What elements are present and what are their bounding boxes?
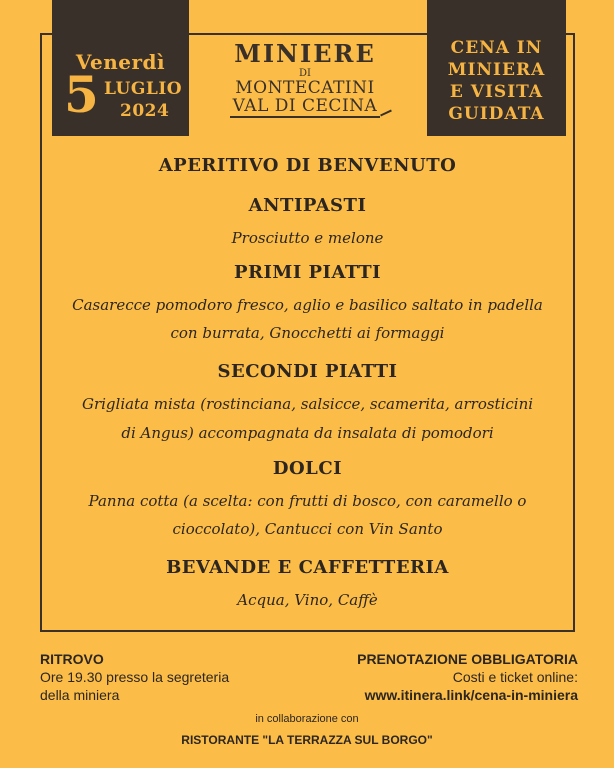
primi-items-line1: Casarecce pomodoro fresco, aglio e basilico saltato in padella	[72, 296, 543, 314]
logo-line2: DI	[299, 68, 311, 79]
secondi-items-line2: di Angus) accompagnata da insalata di pomodori	[121, 424, 494, 442]
event-box	[427, 0, 566, 136]
logo-line4: VAL DI CECINA	[232, 96, 378, 116]
year: 2024	[120, 101, 170, 121]
day-name: Venerdì	[75, 50, 166, 74]
secondi-heading: SECONDI PIATTI	[217, 361, 398, 382]
secondi-items-line1: Grigliata mista (rostinciana, salsicce, scamerita, arrosticini	[81, 395, 534, 413]
logo-line1: MINIERE	[234, 39, 376, 68]
bevande-items: Acqua, Vino, Caffè	[237, 591, 378, 609]
restaurant-name: RISTORANTE "LA TERRAZZA SUL BORGO"	[181, 733, 433, 747]
primi-heading: PRIMI PIATTI	[233, 262, 382, 283]
booking-link[interactable]: www.itinera.link/cena-in-miniera	[364, 687, 578, 703]
logo-underline	[230, 116, 380, 118]
event-line4: GUIDATA	[448, 104, 545, 124]
prenotazione-title: PRENOTAZIONE OBBLIGATORIA	[357, 651, 578, 667]
miniere-logo	[220, 40, 390, 118]
bevande-heading: BEVANDE E CAFFETTERIA	[166, 557, 449, 578]
month: LUGLIO	[104, 79, 183, 99]
date-box	[52, 0, 189, 136]
dolci-items-line1: Panna cotta (a scelta: con frutti di bosco, con caramello o	[88, 492, 527, 510]
dolci-heading: DOLCI	[272, 458, 343, 479]
ritrovo-line2: della miniera	[40, 687, 120, 703]
ritrovo-title: RITROVO	[40, 651, 104, 667]
day-number: 5	[64, 65, 99, 124]
event-line3: E VISITA	[449, 82, 544, 102]
ritrovo-block	[40, 650, 229, 704]
antipasti-items: Prosciutto e melone	[231, 229, 384, 247]
event-line2: MINIERA	[447, 60, 546, 80]
prenotazione-block	[357, 650, 578, 704]
primi-items-line2: con burrata, Gnocchetti ai formaggi	[170, 324, 445, 342]
collab-text: in collaborazione con	[255, 713, 359, 725]
antipasti-heading: ANTIPASTI	[248, 195, 367, 216]
welcome-heading: APERITIVO DI BENVENUTO	[158, 155, 457, 176]
event-line1: CENA IN	[450, 38, 543, 58]
prenotazione-line1: Costi e ticket online:	[452, 669, 578, 685]
ritrovo-line1: Ore 19.30 presso la segreteria	[40, 669, 230, 685]
logo-line3: MONTECATINI	[235, 78, 375, 98]
dolci-items-line2: cioccolato), Cantucci con Vin Santo	[172, 520, 443, 538]
